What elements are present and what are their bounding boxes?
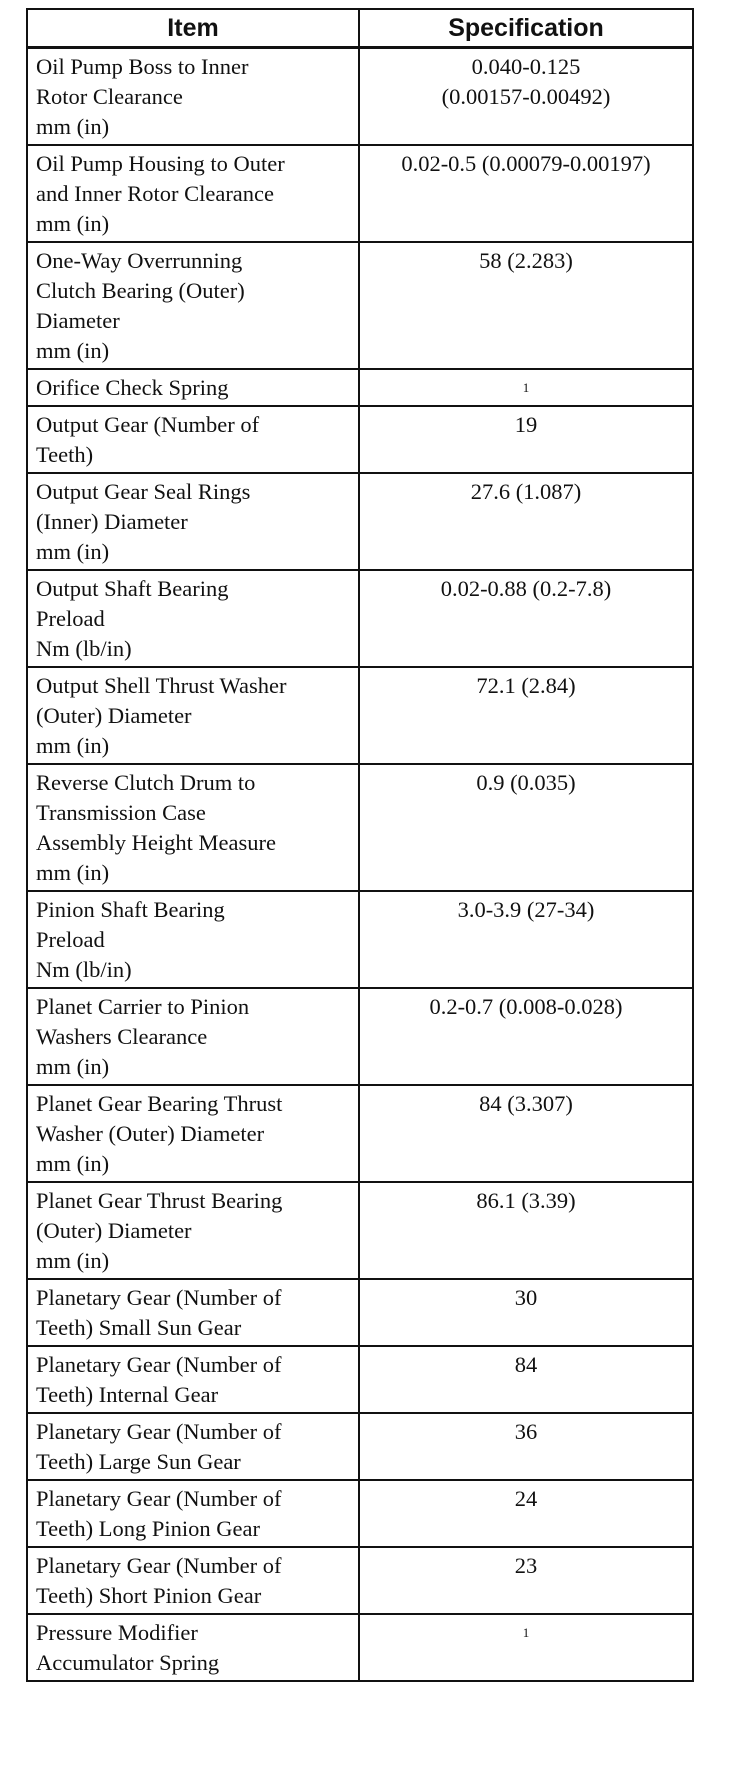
table-body: [27, 48, 693, 1682]
item-line: Planetary Gear (Number of: [36, 1285, 282, 1310]
item-line: Reverse Clutch Drum to: [36, 770, 256, 795]
item-line: Accumulator Spring: [36, 1650, 220, 1675]
item-line: mm (in): [36, 733, 110, 758]
specification-cell: [359, 145, 693, 242]
table-row: [27, 1085, 693, 1182]
item-cell: [27, 242, 359, 369]
table-row: [27, 1614, 693, 1681]
item-line: and Inner Rotor Clearance: [36, 181, 275, 206]
column-header-specification: Specification: [359, 9, 693, 48]
table-row: [27, 764, 693, 891]
table-row: [27, 667, 693, 764]
item-line: Planetary Gear (Number of: [36, 1352, 282, 1377]
specification-cell: [359, 242, 693, 369]
item-line: Teeth) Short Pinion Gear: [36, 1583, 262, 1608]
specification-cell: [359, 988, 693, 1085]
item-line: Clutch Bearing (Outer): [36, 278, 245, 303]
footnote-marker: [359, 369, 693, 406]
item-cell: [27, 369, 359, 406]
specification-cell: [359, 1413, 693, 1480]
specification-cell: [359, 406, 693, 473]
item-line: Output Gear (Number of: [36, 412, 260, 437]
item-line: Orifice Check Spring: [36, 375, 229, 400]
specification-line: 0.9 (0.035): [476, 770, 576, 795]
item-line: mm (in): [36, 338, 110, 363]
specification-cell: [359, 570, 693, 667]
item-line: Pressure Modifier: [36, 1620, 198, 1645]
specification-line: 19: [514, 412, 538, 437]
specification-line: (0.00157-0.00492): [441, 84, 611, 109]
item-line: Planetary Gear (Number of: [36, 1419, 282, 1444]
item-cell: [27, 1614, 359, 1681]
item-line: Teeth) Internal Gear: [36, 1382, 219, 1407]
item-line: Planetary Gear (Number of: [36, 1486, 282, 1511]
item-line: mm (in): [36, 1054, 110, 1079]
item-cell: [27, 1547, 359, 1614]
item-cell: [27, 406, 359, 473]
table-row: [27, 1279, 693, 1346]
specification-cell: [359, 1547, 693, 1614]
specification-cell: [359, 667, 693, 764]
specification-line: 1: [522, 380, 530, 395]
item-cell: [27, 988, 359, 1085]
specification-line: 27.6 (1.087): [470, 479, 582, 504]
specification-table: [26, 8, 694, 1682]
item-line: Pinion Shaft Bearing: [36, 897, 225, 922]
item-line: Preload: [36, 927, 105, 952]
item-line: mm (in): [36, 1151, 110, 1176]
item-line: Diameter: [36, 308, 120, 333]
table-row: [27, 1346, 693, 1413]
item-line: Rotor Clearance: [36, 84, 183, 109]
specification-line: 0.02-0.88 (0.2-7.8): [440, 576, 612, 601]
item-cell: [27, 473, 359, 570]
specification-line: 86.1 (3.39): [476, 1188, 576, 1213]
item-line: Assembly Height Measure: [36, 830, 276, 855]
item-line: Oil Pump Housing to Outer: [36, 151, 285, 176]
item-cell: [27, 1413, 359, 1480]
item-line: mm (in): [36, 860, 110, 885]
item-line: Planet Carrier to Pinion: [36, 994, 250, 1019]
specification-line: 36: [514, 1419, 538, 1444]
specification-line: 23: [514, 1553, 538, 1578]
item-line: Transmission Case: [36, 800, 206, 825]
item-line: (Inner) Diameter: [36, 509, 188, 534]
item-line: Nm (lb/in): [36, 957, 132, 982]
table-row: [27, 1547, 693, 1614]
item-line: Planet Gear Bearing Thrust: [36, 1091, 283, 1116]
table-row: [27, 48, 693, 146]
specification-line: 0.02-0.5 (0.00079-0.00197): [401, 151, 651, 176]
item-line: Output Gear Seal Rings: [36, 479, 251, 504]
table-row: [27, 1480, 693, 1547]
specification-cell: [359, 1346, 693, 1413]
item-line: Output Shaft Bearing: [36, 576, 229, 601]
specification-line: 30: [514, 1285, 538, 1310]
table-row: [27, 369, 693, 406]
specification-line: 72.1 (2.84): [476, 673, 576, 698]
specification-cell: [359, 1480, 693, 1547]
item-line: Teeth) Large Sun Gear: [36, 1449, 241, 1474]
item-line: mm (in): [36, 114, 110, 139]
item-cell: [27, 1279, 359, 1346]
item-line: Preload: [36, 606, 105, 631]
item-line: Planet Gear Thrust Bearing: [36, 1188, 283, 1213]
item-line: (Outer) Diameter: [36, 1218, 192, 1243]
item-cell: [27, 570, 359, 667]
item-cell: [27, 48, 359, 146]
specification-line: 84: [514, 1352, 538, 1377]
item-cell: [27, 891, 359, 988]
item-cell: [27, 145, 359, 242]
item-line: Teeth): [36, 442, 94, 467]
item-line: Teeth) Small Sun Gear: [36, 1315, 242, 1340]
item-cell: [27, 1346, 359, 1413]
table-row: [27, 570, 693, 667]
item-line: One-Way Overrunning: [36, 248, 243, 273]
specification-line: 0.2-0.7 (0.008-0.028): [429, 994, 623, 1019]
item-line: (Outer) Diameter: [36, 703, 192, 728]
item-cell: [27, 764, 359, 891]
table-row: [27, 473, 693, 570]
specification-line: 24: [514, 1486, 538, 1511]
specification-line: 84 (3.307): [479, 1091, 573, 1116]
item-line: mm (in): [36, 211, 110, 236]
column-header-item: Item: [27, 9, 359, 48]
table-row: [27, 1413, 693, 1480]
item-cell: [27, 1182, 359, 1279]
table-row: [27, 406, 693, 473]
table-header-row: [27, 9, 693, 48]
item-line: mm (in): [36, 539, 110, 564]
item-line: Washers Clearance: [36, 1024, 208, 1049]
table-row: [27, 988, 693, 1085]
specification-cell: [359, 891, 693, 988]
specification-cell: [359, 1182, 693, 1279]
specification-cell: [359, 1279, 693, 1346]
item-line: Oil Pump Boss to Inner: [36, 54, 249, 79]
item-cell: [27, 1480, 359, 1547]
specification-line: 0.040-0.125: [471, 54, 581, 79]
specification-cell: [359, 48, 693, 146]
specification-cell: [359, 764, 693, 891]
item-cell: [27, 1085, 359, 1182]
item-line: Planetary Gear (Number of: [36, 1553, 282, 1578]
table-row: [27, 145, 693, 242]
item-line: mm (in): [36, 1248, 110, 1273]
item-line: Teeth) Long Pinion Gear: [36, 1516, 260, 1541]
specification-line: 1: [522, 1625, 530, 1640]
table-row: [27, 1182, 693, 1279]
item-line: Washer (Outer) Diameter: [36, 1121, 265, 1146]
footnote-marker: [359, 1614, 693, 1681]
specification-cell: [359, 1085, 693, 1182]
specification-cell: [359, 473, 693, 570]
specification-line: 3.0-3.9 (27-34): [457, 897, 595, 922]
item-line: Nm (lb/in): [36, 636, 132, 661]
item-line: Output Shell Thrust Washer: [36, 673, 287, 698]
table-row: [27, 242, 693, 369]
item-cell: [27, 667, 359, 764]
table-row: [27, 891, 693, 988]
specification-line: 58 (2.283): [479, 248, 573, 273]
